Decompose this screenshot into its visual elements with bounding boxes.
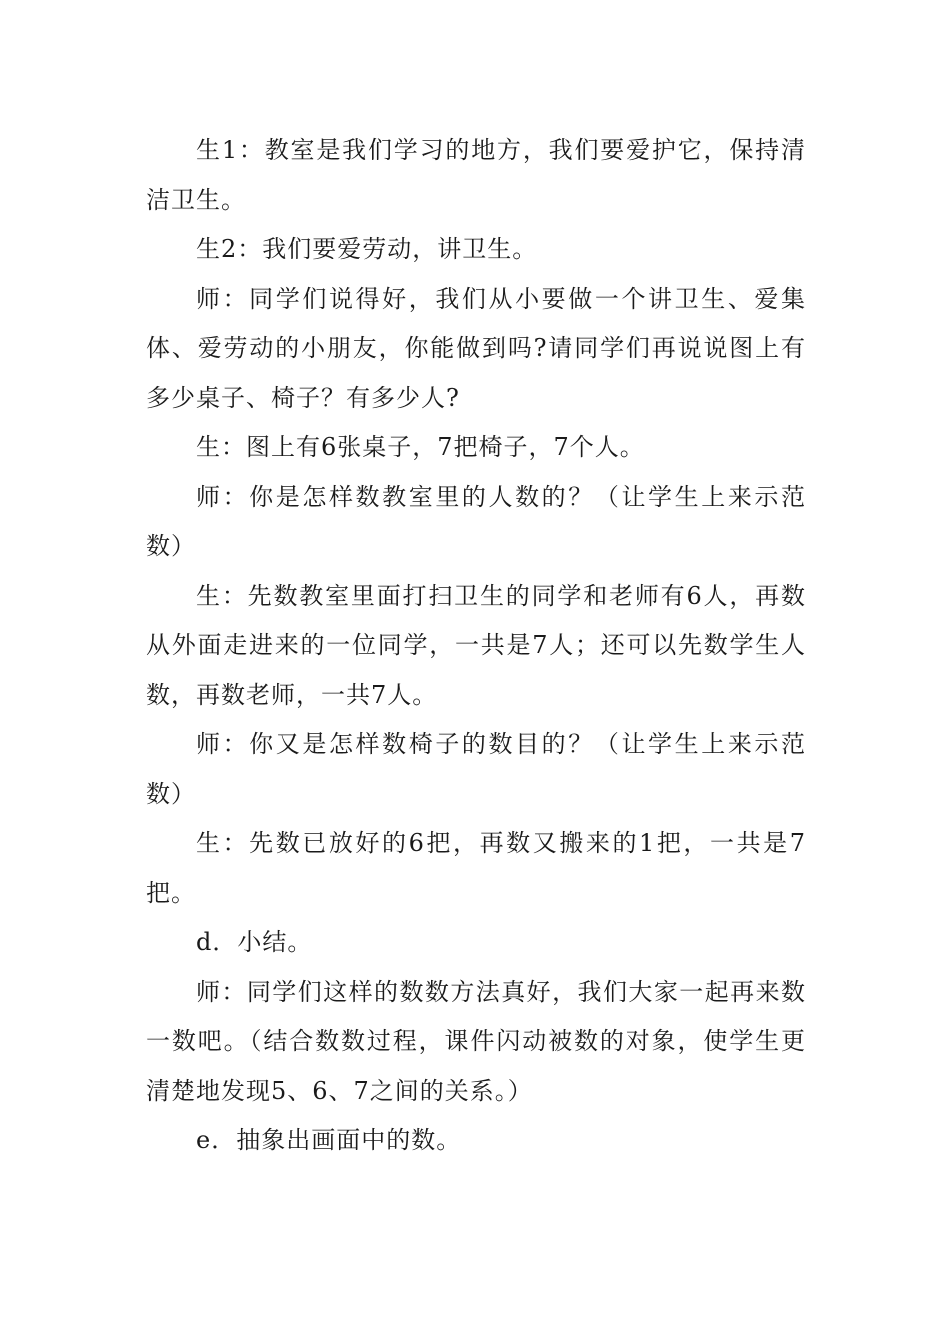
document-body: [146, 126, 806, 1166]
paragraph: e．抽象出画面中的数。: [196, 1126, 462, 1154]
paragraph: 师：同学们说得好，我们从小要做一个讲卫生、爱集体、爱劳动的小朋友，你能做到吗?请同学们再说说图上有多少桌子、椅子？有多少人?: [146, 284, 806, 412]
paragraph: 生：图上有6张桌子，7把椅子，7个人。: [196, 433, 645, 461]
paragraph: 师：你又是怎样数椅子的数目的？（让学生上来示范数）: [146, 730, 806, 808]
paragraph: 生1：教室是我们学习的地方，我们要爱护它，保持清洁卫生。: [146, 136, 806, 214]
paragraph: 生2：我们要爱劳动，讲卫生。: [196, 235, 538, 263]
paragraph: 生：先数已放好的6把，再数又搬来的1把，一共是7把。: [146, 829, 806, 907]
paragraph: d．小结。: [196, 928, 313, 956]
paragraph: 师：你是怎样数教室里的人数的？（让学生上来示范数）: [146, 482, 806, 560]
paragraph: 师：同学们这样的数数方法真好，我们大家一起再来数一数吧。（结合数数过程，课件闪动被数的对象，使学生更清楚地发现5、6、7之间的关系。）: [146, 977, 806, 1105]
paragraph: 生：先数教室里面打扫卫生的同学和老师有6人，再数从外面走进来的一位同学，一共是7人；还可以先数学生人数，再数老师，一共7人。: [146, 581, 806, 709]
